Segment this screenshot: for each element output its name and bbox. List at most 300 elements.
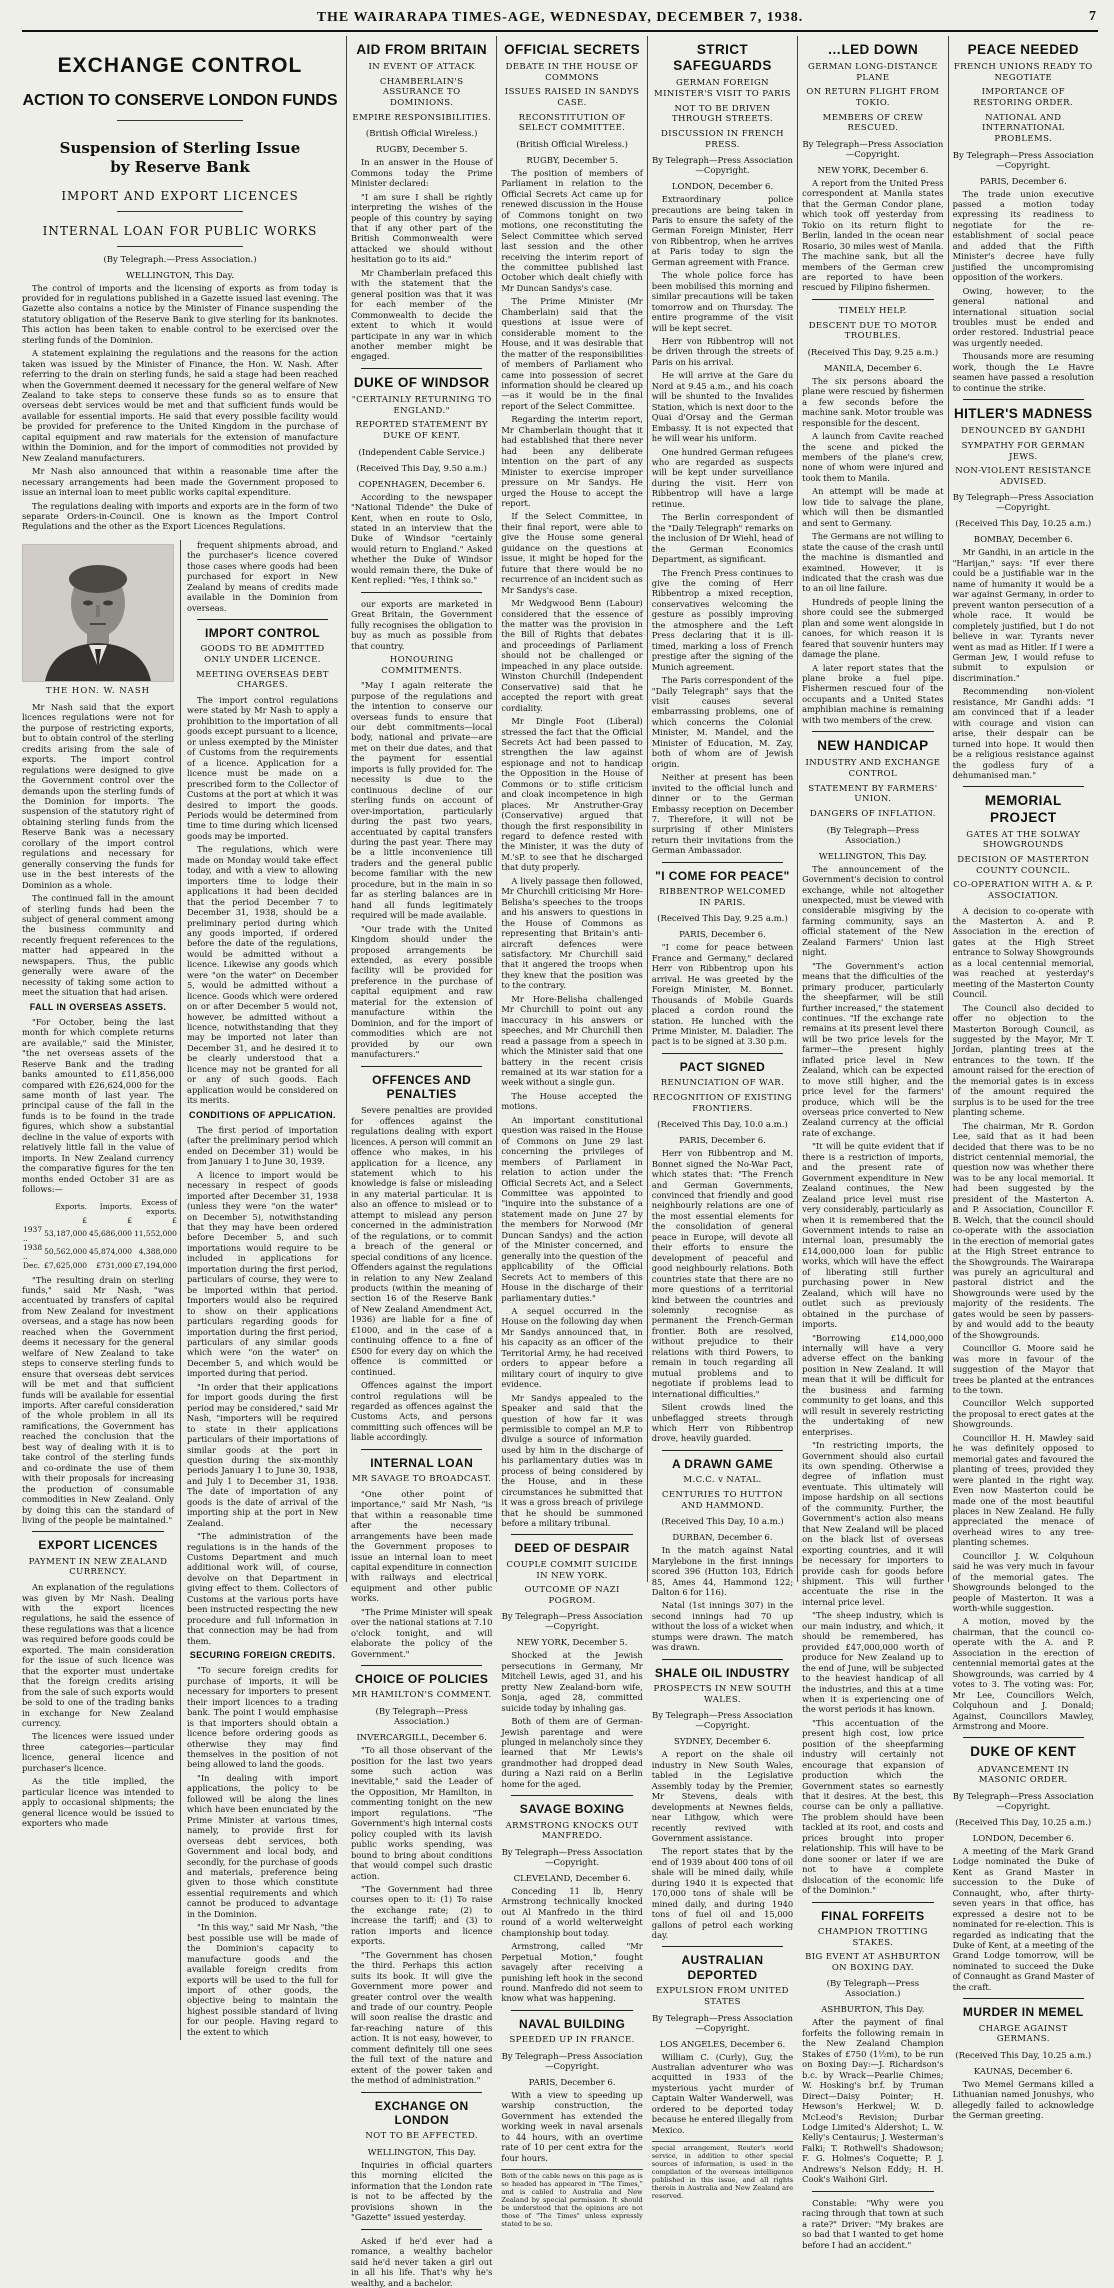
paragraph: The House accepted the motions. [501,1090,643,1112]
paragraph: "To all those observant of the position for the last two years some such action was inevitable," said the Leader of the Opposition, Mr Hamilton, in commenting tonight on the new import regulations. "The Government's high internal costs policy coupled with its lavish public works spending, was bound to bring about conditions that would compel such drastic action. [351,1745,493,1881]
paragraph: Two Memel Germans killed a Lithuanian named Jonushys, who allegedly failed to acknowledge the German greeting. [952,2078,1094,2121]
trade-table-body [22,1225,178,1270]
divider [662,1946,783,1947]
article-subheadline: OUTCOME OF NAZI POGROM. [524,1585,620,1606]
article-byline: (Received This Day, 9.50 a.m.) [356,463,487,474]
paragraph: Herr von Ribbentrop and M. Bonnet signed the No-War Pact, which states that: "The French and German Governments, convinced that friendly and good neighbourly relations are one of the most essential elements for the consolidation of general peace in Europe, will devote all their efforts to ensure the development of peaceful and good neighbourly relations. Both countries state that there are no more questions of a territorial kind between the countries and solemnly recognise as permanent the French-German frontier. Both are resolved, without prejudice to their relations with third Powers, to remain in touch regarding all mutual problems and to negotiate if problems lead to international difficulties." [651,1148,794,1399]
article-headline: DEED OF DESPAIR [514,1541,630,1556]
paragraph: Constable: "Why were you racing through that town at such a rate?" Driver: "My brakes are so bad that I wanted to get home before I had an accident." [802,2197,944,2250]
trade-table-cell: 45,686,000 [89,1229,132,1239]
lead-left-column [22,540,180,2040]
lead-deck-2: INTERNAL LOAN FOR PUBLIC WORKS [42,223,318,238]
portrait-caption: THE HON. W. NASH [45,685,151,696]
paragraph: Hundreds of people lining the shore could see the submerged plan and some went alongside in canoes, for which reason it is feared that souvenir hunters may damage the plane. [802,596,944,660]
article-byline: WELLINGTON, This Day. [367,2147,476,2158]
export-licences-subheadline: PAYMENT IN NEW ZEALAND CURRENCY. [28,1556,168,1578]
divider [812,731,933,732]
article-byline: (Independent Cable Service.) [358,447,485,458]
divider [812,1902,933,1903]
article-byline: By Telegraph—Press Association—Copyright. [952,150,1094,171]
divider [662,1450,783,1451]
paragraph: Mr Sandys appealed to the Speaker and said that the question of how far it was permissible to compel an M.P. to divulge a source of information used by him in the discharge of his parliamentary duties was in process of being considered by the House, and in these circumstances he submitted that it was a gross breach of privilege that he should be summoned before a military tribunal. [501,1392,643,1529]
paragraph: "In dealing with import applications, the policy to be followed will be along the lines which have been enunciated by the Prime Minister at various times, namely, to provide first for overseas debt services, both Government and local body, and secondly, for the purchase of goods and materials, preference being given to those which constitute essential requirements and which cannot be produced to advantage in the Dominion. [187,1772,338,1919]
article-subheadline: RIBBENTROP WELCOMED IN PARIS. [659,887,786,908]
article-subheadline: ISSUES RAISED IN SANDYS CASE. [504,87,640,109]
article-byline: By Telegraph—Press Association—Copyright. [651,2013,793,2034]
paragraph: Neither at present has been invited to the official lunch and dinner or to the German Embassy reception on December 7. Therefore, it will not be surprising if other Ministers return their invitations from the German Ambassador. [651,772,794,856]
article-subheadline: CHARGE AGAINST GERMANS. [978,2023,1068,2045]
article-subheadline: SYMPATHY FOR GERMAN JEWS. [961,440,1085,462]
paragraph: The report states that by the end of 1939 about 400 tons of oil shale will be mined daily, while during 1940 it is expected that 170,000 tons of shale will be mined daily, and during 1940 tons of fuel oil and 15,000 gallons of petrol each working day. [651,1846,794,1941]
article-headline: AID FROM BRITAIN [356,42,488,57]
paragraph: An explanation of the regulations was given by Mr Nash. Dealing with the export licences regulations, he said the essence of these regulations was that a licence was required before goods could be exported. The main consideration for the issue of such licence was that the exporter must undertake that the foreign credits arising from the sale of such exports would be sold to one of the trading banks in exchange for New Zealand currency. [22,1582,174,1728]
article-subheadline: STATEMENT BY FARMERS' UNION. [808,783,938,805]
paragraph: Mr Nash also announced that within a reasonable time after the necessary arrangements had been made the Government proposed to issue an internal loan to meet public works capital expenditure. [22,466,338,498]
news-column-5 [948,36,1098,2121]
trade-table-cell: 1937 .. [23,1224,43,1243]
divider [662,862,783,863]
divider [662,1053,783,1054]
paragraph: Mr Gandhi, in an article in the "Harijan," says: "If ever there could be a justifiable war in the name of humanity it would be a war against Germany, in order to prevent wanton persecution of a whole race. It would be completely justified, but I do not believe in war. Tyrants never went as mad as Hitler. If I were a German Jew, I would refuse to submit to expulsion or discrimination." [952,547,1094,683]
import-control-headline: IMPORT CONTROL [205,626,320,641]
paragraph: A launch from Cavite reached the scene and picked the members of the plane's crew, none of whom were injured and took them to Manila. [802,431,944,483]
copyright-notice: Both of the cable news on this page as is so headed has appeared in "The Times," and is cabled to Australia and New Zealand by special permission. It should be understood that the opinions are not those of "The Times" unless expressly stated to be so. [501,2169,642,2228]
divider [511,2010,632,2011]
trade-table-cell: £731,000 [96,1260,132,1270]
article-subheadline: COUPLE COMMIT SUICIDE IN NEW YORK. [506,1559,638,1581]
paragraph: Recommending non-violent resistance, Mr Gandhi adds: "I am convinced that if a leader with courage and vision can arise, their despair can be turned into hope. It would then be a religious resistance against the godless fury of a dehumanised man." [952,686,1094,780]
divider [117,120,243,121]
paragraph: Mr Hore-Belisha challenged Mr Churchill to point out any inaccuracy in his answers or speeches, and Mr Churchill then read a passage from a speech in which the Minister said that one battery in the recent crisis remained at its war station for a week without a single gun. [501,993,643,1088]
lead-article [22,36,338,2037]
paragraph: Mr Wedgwood Benn (Labour) considered that the essence of the matter was the provision in the Bill of Rights that debates and proceedings of Parliament should not be challenged or impeached in any place outside. Winston Churchill (Independent Conservative) said that he accepted the report with great cordiality. [501,598,643,713]
lead-headline: ACTION TO CONSERVE LONDON FUNDS [22,92,338,109]
article-byline: MANILA, December 6. [823,363,922,374]
news-column-2 [496,36,646,2228]
paragraph: If the Select Committee, in their final report, were able to give the House some general guidance on the questions at issue, it might be hoped for the future that there would be no recurrence of an incident such as Mr Sandys's case. [501,511,643,595]
article-subheadline: M.C.C. v NATAL. [683,1475,762,1486]
paragraph: A later report states that the plane broke a fuel pipe. Fishermen rescued four of the occupants and a United States amphibian machine is remaining with two members of the crew. [802,662,944,725]
paragraph: The trade union executive passed a motion today expressing its readiness to negotiate for the re-establishment of social peace and added that the Fifth Minister's decree have fully justified the uncompromising opposition of the workers. [952,188,1094,283]
article-byline: (British Official Wireless.) [516,139,628,150]
article-subheadline: NOT TO BE DRIVEN THROUGH STREETS. [671,103,774,125]
paragraph: Conceding 11 lb, Henry Armstrong technically knocked out Al Manfredo in the third round of a world welterweight championship bout today. [501,1885,643,1938]
paragraph: A motion, moved by the chairman, that the council co-operate with the A. and P. Association in the erection of centennial memorial gates at the Showgrounds, was carried by 4 votes to 3. The voting was: For, Mr Lee, Councillors Welch, Colquhoun and J. Donald; Against, Councillors Mawley, Armstrong and Moore. [952,1616,1094,1732]
paragraph: Thousands more are resuming work, though the Le Havre seamen have passed a resolution to continue the strike. [952,351,1094,393]
article-byline: (Received This Day, 9.25 a.m.) [657,914,788,925]
article-byline: By Telegraph—Press Association—Copyright. [651,1711,793,1732]
trade-figures-table [22,1198,178,1270]
article-subheadline: CO-OPERATION WITH A. & P. ASSOCIATION. [953,880,1094,901]
trade-header-cell [22,1216,43,1225]
article-subheadline: TIMELY HELP. [838,305,907,316]
trade-table-cell: £7,194,000 [134,1260,177,1270]
article-subheadline: HONOURING COMMITMENTS. [381,654,463,676]
paragraph: "The Government's action means that the difficulties of the primary producer, particularly the sheepfarmer, will be still further increased," the statement continues. "If the exchange rate remains at its present level there will be two price levels for the farmer—the present highly inflated price level in New Zealand, which can be expected to move still higher, and the price level for the farmers' produce, which will be the overseas price converted to New Zealand currency at the official rate of exchange. [802,960,944,1138]
article-byline: By Telegraph—Press Association—Copyright. [651,156,793,177]
article-subheadline: RECONSTITUTION OF SELECT COMMITTEE. [518,112,626,134]
paragraph: The first period of importation (after the preliminary period which ended on December 31) would be from January 1 to June 30, 1939. [187,1124,338,1167]
paragraph: An attempt will be made at low tide to salvage the plane, which will then be dismantled and sent to Germany. [802,486,944,528]
article-byline: PARIS, December 6. [528,2077,616,2088]
securing-credits-text [187,1665,338,2037]
paragraph: Councillor G. Moore said he was more in favour of the suggestion of the Mayor that trees be planted at the entrances to the town. [952,1343,1094,1395]
divider [117,246,243,247]
trade-table-cell: 50,562,000 [44,1247,88,1257]
trade-table-cell: Dec. [23,1260,41,1270]
paragraph: The Berlin correspondent of the "Daily Telegraph" remarks on the inclusion of Dr Wiehl, head of the German Economics Department, as significant. [651,512,794,565]
paragraph: Herr von Ribbentrop will not be driven through the streets of Paris on his arrival. [651,336,794,367]
trade-table-row [22,1225,178,1243]
article-subheadline: SPEEDED UP IN FRANCE. [509,2035,635,2046]
article-byline: By Telegraph—Press Association—Copyright. [501,2051,643,2072]
article-headline: AUSTRALIAN DEPORTED [681,1953,764,1982]
lead-subheadline [22,139,338,177]
portrait-image [23,545,173,681]
divider [963,786,1084,787]
drain-on-funds-text [22,1275,174,1526]
article-subheadline: DANGERS OF INFLATION. [809,808,936,819]
article-byline: SYDNEY, December 6. [674,1737,771,1748]
paragraph: "Our trade with the United Kingdom should under the proposed arrangements be extended, as every possible facility will be provided for preference in the purchase of capital equipment and raw material for the extension of manufacture within the Dominion, and for the import of commodities which are not provided by our own manufacturers." [351,923,493,1060]
article-byline: (Received This Day, 10.25 a.m.) [955,1817,1092,1828]
paragraph: The licences were issued under three categories—particular licence, general licence and purchaser's licence. [22,1731,174,1773]
paragraph: "One other point of importance," said Mr Nash, "is that within a reasonable time after the necessary arrangements have been made the Government proposes to issue an internal loan to meet capital expenditure in connection with railways and electrical equipment and other public works. [351,1488,493,1604]
article-subheadline: FRENCH UNIONS READY TO NEGOTIATE [953,62,1093,83]
article-headline: CHOICE OF POLICIES [355,1672,489,1687]
article-subheadline: ON RETURN FLIGHT FROM TOKIO. [806,87,940,109]
article-headline: DUKE OF KENT [970,1744,1077,1760]
article-subheadline: CHAMPION TROTTING STAKES. [817,1926,928,1948]
export-licences-headline: EXPORT LICENCES [38,1538,158,1553]
article-headline: "I COME FOR PEACE" [655,868,790,883]
article-byline: PARIS, December 6. [679,930,766,941]
article-byline: By Telegraph—Press Association—Copyright. [501,1847,643,1868]
article-byline: KAUNAS, December 6. [973,2066,1073,2077]
paragraph: A sequel occurred in the House on the following day when Mr Sandys announced that, in his capacity as an officer of the Territorial Army, he had received orders to appear before a military court of inquiry to give evidence. [501,1305,643,1390]
article-subheadline: CENTURIES TO HUTTON AND HAMMOND. [662,1489,783,1511]
import-control-text [187,695,338,1106]
paragraph: The regulations, which were made on Monday would take effect today, and with a view to allowing importers time to lodge their applications it had been decided that the period December 7 to December 31, 1938, should be a preliminary period during which any goods imported, if ordered before the date of the regulations, would be admitted without a licence. Likewise any goods which were "on the water" on December 5, would be admitted without a licence. Goods which were ordered on or after December 5 would not, however, be admitted without a licence, notwithstanding that they may be imported not later than December 31, and he desired it to be clearly understood that a licence may not be granted for all or any of such goods. Each application would be considered on its merits. [187,844,338,1106]
paragraph: William C. (Curly), Guy, the Australian adventurer who was acquitted in 1933 of the mysterious yacht murder of Captain Walter Wanderwell, was ordered to be deported today because he entered illegally from Mexico. [651,2051,794,2135]
article-headline: FINAL FORFEITS [821,1908,925,1923]
conditions-heading: CONDITIONS OF APPLICATION. [189,1109,336,1120]
article-headline: SAVAGE BOXING [519,1802,625,1817]
paragraph: The chairman, Mr R. Gordon Lee, said that as it had been decided that there was to be no district centennial memorial, the question now was whether there was to be any local memorial. It had been suggested by the president of the Masterton A. and P. Association, Councillor F. B. Welch, that the council should co-operate with the association in the erection of memorial gates at the High Street entrance to the Showgrounds. The Wairarapa was purely an agricultural and pastoral district and the Showgrounds were used by the majority of the residents. The gates would be seen by passers-by and would add to the beauty of the Showgrounds. [952,1120,1094,1340]
divider [812,2191,933,2192]
paragraph: According to the newspaper "National Tidende" the Duke of Kent, when en route to Oslo, stated in an interview that the Duke of Windsor "certainly would return to England." Asked whether the Duke of Windsor would remain there, the Duke of Kent replied: "Yes, I think so." [351,491,493,586]
lead-dateline: WELLINGTON, This Day. [126,270,234,281]
article-headline: A DRAWN GAME [671,1456,773,1471]
paragraph: Silent crowds lined the unbeflagged streets through which Herr von Ribbentrop drove, heavily guarded. [651,1402,794,1444]
article-subheadline: IN EVENT OF ATTACK [368,62,475,73]
article-headline: NEW HANDICAP [817,738,929,754]
paragraph: "In this way," said Mr Nash, "the best possible use will be made of the Dominion's capacity to manufacture goods and the available foreign credits from exports will be used to the full for import of other goods, the objective being to maintain the highest possible standard of living for our people. Having regard to the extent to which [187,1922,338,2037]
paragraph: The import control regulations were stated by Mr Nash to apply a prohibition to the importation of all goods except pursuant to a licence, or unless exempted by the Minister of Customs from the requirements of a licence. Application for a licence must be made on a prescribed form to the Collector of Customs at the port at which it was desired to import the goods. Periods would be determined from time to time during which licensed goods may be imported. [187,694,338,841]
article-subheadline: EMPIRE RESPONSIBILITIES. [352,112,492,123]
article-byline: (Received This Day, 10.0 a.m.) [657,1120,788,1131]
article-byline: (By Telegraph—Press Association.) [375,1707,468,1728]
article-byline: BOMBAY, December 6. [973,535,1073,546]
paragraph: Extraordinary police precautions are being taken in Paris to ensure the safety of the German Foreign Minister, Herr von Ribbentrop, when he arrives at Paris today to sign the German agreement with France. [651,194,794,267]
paragraph: Regarding the interim report, Mr Chamberlain thought that it had established that there never had been any deliberate intention on the part of any Minister to exercise improper pressure on Mr Sandys. He urged the House to accept the report. [501,414,643,508]
trade-table-cell: £7,625,000 [44,1260,88,1270]
paragraph: "I am sure I shall be rightly interpreting the wishes of the people of this country by saying that if any other part of the British Commonwealth were attacked we should without hesitation go to its aid." [351,191,493,265]
article-byline: CLEVELAND, December 6. [513,1873,631,1884]
article-subheadline: "CERTAINLY RETURNING TO ENGLAND." [351,395,492,416]
article-byline: ASHBURTON, This Day. [821,2005,925,2016]
trade-units-row [22,1216,178,1225]
trade-table-cell: 1938 .. [23,1242,43,1261]
article-subheadline: BIG EVENT AT ASHBURTON ON BOXING DAY. [805,1952,941,1973]
divider [361,1665,482,1666]
lead-deck-1: IMPORT AND EXPORT LICENCES [61,188,299,203]
divider [32,1531,164,1532]
article-headline: OFFENCES AND PENALTIES [372,1072,472,1101]
paragraph: "In restricting imports, the Government should also curtail its own spending. Otherwise a degree of inflation must eventuate. This ultimately will impose hardship on all sections of the community. Further, the Government's action also means that New Zealand will be placed on the black list of overseas exporting countries, and it will be necessary for importers to provide cash for goods before shipment. This will further accentuate the rise in the internal price level. [802,1440,944,1607]
trade-header-cell: £ [172,1215,177,1225]
article-subheadline: CHAMBERLAIN'S ASSURANCE TO DOMINIONS. [379,76,464,109]
divider [963,1998,1084,1999]
divider [812,299,933,300]
article-byline: (By Telegraph—Press Association.) [826,1979,920,2000]
article-subheadline: GATES AT THE SOLWAY SHOWGROUNDS [966,829,1081,851]
paragraph: Inquiries in official quarters this morning elicited the information that the London rate is not to be affected by the provisions shown in the "Gazette" issued yesterday. [351,2159,493,2223]
lead-left-text [22,702,174,998]
article-subheadline: NATIONAL AND INTERNATIONAL PROBLEMS. [981,112,1065,144]
paragraph: The control of imports and the licensing of exports as from today is provided for in regulations published in a Gazette issued last evening. The Gazette also contains a notice by the Minister of Finance suspending the statutory obligation of the Reserve Bank to give sterling for its banknotes. This action has been taken to enable control to be exercised over the sterling funds of the Dominion. [22,282,338,345]
article-subheadline: EXPULSION FROM UNITED STATES [656,1986,789,2007]
paragraph: After the payment of final forfeits the following remain in the New Zealand Champion Stakes of £750 (1½m), to be run on Boxing Day:—J. Richardson's b.c. by Wrack—Pearlie Chimes; W. Hosking's br.f. by Truman Direct—Daisy Pointer; H. Hewson's Herkwel; W. D. McLeod's Revision; Durbar Lodge Limited's Aldershot; L. W. Kelly's Centaurus; J. Westerman's Falki; T. Rothwell's Shadowson; F. G. Holmes's Coquette; P. J. Andrews's Nelson Eddy; H. H. Cook's Waihoni Girl. [802,2017,944,2185]
article-subheadline: IMPORTANCE OF RESTORING ORDER. [973,87,1074,109]
trade-table-header [22,1198,178,1225]
article-byline: RUGBY, December 5. [375,145,468,156]
divider [963,399,1084,400]
paragraph: The French Press continues to give the coming of Herr Ribbentrop a mixed reception, conservatives welcoming the gesture as possibly improving the atmosphere and the Left Press declaring that it is ill-timed, marking a loss of French prestige after the signing of the Munich agreement. [651,567,794,672]
article-byline: LONDON, December 6. [972,1833,1074,1844]
lead-subheadline-line-1: Suspension of Sterling Issue [59,139,301,157]
divider [963,1737,1084,1738]
paragraph: A decision to co-operate with the Masterton A. and P. Association in the erection of gates at the High Street entrance to Solway Showgrounds as a local centennial memorial, was reached at yesterday's meeting of the Masterton County Council. [952,905,1094,1000]
paragraph: Mr Dingle Foot (Liberal) stressed the fact that the Official Secrets Act had been passed to strengthen the law against espionage and not to handicap the Opposition in the House of Commons or to stifle criticism and cloak incompetence in high places. Mr Anstruther-Gray (Conservative) argued that though the first responsibility in regard to defence rested with the Minister, it was the duty of M.'sP. to see that he discharged that duty properly. [501,716,643,873]
paragraph: "Borrowing £14,000,000 internally will have a very adverse effect on the banking position in New Zealand. It will mean that it will be difficult for the business and farming community to get loans, and this will result in severely restricting the undertaking of new enterprises. [802,1332,944,1437]
trade-table-row [22,1243,178,1261]
article-headline: STRICT SAFEGUARDS [673,42,772,74]
article-byline: NEW YORK, December 6. [817,165,929,176]
trade-table-cell: 53,187,000 [44,1229,88,1239]
paragraph: "It will be quite evident that if there is a restriction of imports, and the present rate of Government expenditure in New Zealand continues, the New Zealand price level must rise very considerably, particularly as when it is remembered that the Government intends to raise an internal loan, presumably the £14,000,000 loan for public works, which will have the effect of liberating still further purchasing power in New Zealand, which will have no outlet such as previously obtained in the purchase of imports. [802,1141,944,1330]
paragraph: The position of members of Parliament in relation to the Official Secrets Act came up for renewed discussion in the House of Commons tonight on two motions, one reconstituting the Select Committee which served last session and the other receiving the interim report of the committee published last October which dealt chiefly with Mr Duncan Sandys's case. [501,167,643,293]
paragraph: The six persons aboard the plane were rescued by fishermen a few seconds before the machine sank. Motor trouble was responsible for the descent. [802,375,944,428]
article-subheadline: ARMSTRONG KNOCKS OUT MANFREDO. [505,1820,639,1842]
fall-in-assets-text [22,1017,174,1195]
article-byline: By Telegraph—Press Association—Copyright. [501,1612,643,1633]
divider [361,1066,482,1067]
article-headline: MEMORIAL PROJECT [984,793,1062,825]
article-byline: By Telegraph—Press Association—Copyright. [802,139,944,160]
article-headline: INTERNAL LOAN [370,1455,474,1470]
export-licences-text [22,1582,174,1828]
trade-header-cell: £ [127,1215,132,1225]
paragraph: Severe penalties are provided for offences against the regulations dealing with export licences. A person will commit an offence who makes, in his application for a licence, any statement which to his knowledge is false or misleading in any material particular. It is also an offence to mislead or to attempt to mislead any person concerned in the administration of the regulations, or to commit a breach of the general or special conditions of any licence. Offenders against the regulations in relation to any New Zealand products (within the meaning of section 16 of the Reserve Bank of New Zealand Amendment Act, 1936) are liable for a fine of £1000, and in the case of a continuing offence to a fine of £500 for every day on which the offence is committed or continued. [351,1105,493,1377]
divider [117,211,243,212]
trade-header-cell: £ [82,1215,88,1225]
article-headline: SHALE OIL INDUSTRY [654,1665,791,1680]
trade-table-row [22,1261,178,1270]
paragraph: frequent shipments abroad, and the purchaser's licence covered those cases where goods had been purchased for export in New Zealand by means of credits made available in the Dominion from overseas. [187,539,338,613]
masthead-title: THE WAIRARAPA TIMES-AGE, WEDNESDAY, DECEMBER 7, 1938. [316,10,804,25]
article-subheadline: NOT TO BE AFFECTED. [365,2131,478,2142]
article-byline: LOS ANGELES, December 6. [659,2039,786,2050]
paragraph: Offences against the import control regulations will be regarded as offences against the Customs Acts, and persons committing such offences will be liable accordingly. [351,1380,493,1443]
paragraph: The Prime Minister (Mr Chamberlain) said that the questions at issue were of considerable moment to the House, and it was desirable that the matter of the responsibilities of members of Parliament who came into possession of secret information should be cleared up—as it would be in the final report of the Select Committee. [501,296,643,411]
article-byline: PARIS, December 6. [679,1136,766,1147]
paragraph: In an answer in the House of Commons today the Prime Minister declared: [351,157,493,189]
paragraph: "The Government had three courses open to it: (1) To raise the exchange rate; (2) to increase the tariff; and (3) to ration imports and licence exports. [351,1883,493,1947]
paragraph: A report from the United Press correspondent at Manila states that the German Condor plane, which took off yesterday from Tokio on its return flight to Berlin, landed in the ocean near Rosario, 30 miles west of Manila. The machine sank, but all the members of the German crew are reported to have been rescued by Filipino fishermen. [802,177,944,293]
article-subheadline: DESCENT DUE TO MOTOR TROUBLES. [808,320,938,342]
divider [197,619,328,620]
divider [361,592,482,593]
lead-banner-headline: EXCHANGE CONTROL [57,54,303,77]
article-byline: LONDON, December 6. [671,182,774,193]
paragraph: "In order that their applications for import goods during the first period may be considered," said Mr Nash, "importers will be required to state in their applications particulars of their importations of similar goods at the port in question during the six-monthly periods January 1 to June 30, 1938, and July 1 to December 31, 1938. The date of importation of any goods is the date of arrival of the importing ship at the port in New Zealand. [187,1381,338,1528]
trade-header-cell [22,1198,43,1216]
trade-header-cell: Exports. [55,1202,88,1212]
conditions-text [187,1125,338,1646]
paragraph: Councillor Welch supported the proposal to erect gates at the Showgrounds. [952,1398,1094,1430]
article-byline: DURBAN, December 6. [672,1533,773,1544]
paragraph: The continued fall in the amount of sterling funds had been the subject of general comment among the business community and recently frequent references to the matter had appeared in the newspapers. Thus, the public generally were aware of the necessity of taking some action to meet the situation that had arisen. [22,893,174,998]
paragraph: As the title implied, the particular licence was intended to apply to occasional shipments; the general licence would be issued to exporters who made [22,1776,174,1829]
paragraph: Armstrong, called "Mr Perpetual Motion," fought savagely after receiving a punishing left hook in the second round. Manfredo did not seem to know what was happening. [501,1941,643,2004]
divider [361,368,482,369]
article-byline: COPENHAGEN, December 6. [358,479,486,490]
news-columns [346,36,1098,2288]
lead-byline: (By Telegraph.—Press Association.) [103,254,257,265]
article-subheadline: MR HAMILTON'S COMMENT. [351,1690,492,1701]
divider [361,1449,482,1450]
news-column-1 [346,36,496,2288]
lead-subheadline-line-2: by Reserve Bank [110,157,250,176]
paragraph: A lively passage then followed, Mr Churchill criticising Mr Hore-Belisha's speeches to the troops and his answers to questions in the House of Commons as representing that Britain's anti-aircraft defences were satisfactory. Mr Churchill said that it angered the troops when they knew that the position was to the contrary. [501,875,643,991]
copyright-notice: special arrangement, Reuter's world service, in addition to other special sources of information, is used in the compilation of the overseas intelligence published in this issue, and all rights therein in Australia and New Zealand are reserved. [652,2141,793,2200]
article-byline: RUGBY, December 5. [526,155,618,166]
trade-table-cell: 11,552,000 [134,1229,177,1239]
paragraph: The Germans are not willing to state the cause of the crash until the machine is dismantled and examined. However, it is indicated that the crash was due to an oil line failure. [802,531,944,594]
import-control-subheadline-2: MEETING OVERSEAS DEBT CHARGES. [196,669,329,691]
paragraph: In the match against Natal Marylebone in the first innings scored 396 (Hutton 103, Edrich 85, Ames 44, Hammond 122; Dalton 6 for 116). [651,1545,794,1597]
article-byline: (British Official Wireless.) [365,129,478,140]
article-subheadline: PROSPECTS IN NEW SOUTH WALES. [653,1684,792,1705]
paragraph: "May I again reiterate the purpose of the regulations and the intention to conserve our overseas funds to ensure that our debt commitments—local body, national and private—are met on their due dates, and that the payment for essential imports is fully provided for. The necessity is due to the continuous decline of our sterling funds on account of over-importation, particularly during the past two years, accentuated by capital transfers during the past year. There may be a little inconvenience till traders and the general public become familiar with the new procedure, but in the main in so far as sterling balances are in hand all funds legitimately required will be made available. [351,680,493,921]
article-headline: HITLER'S MADNESS [953,406,1093,422]
paragraph: A statement explaining the regulations and the reasons for the action taken was issued by the Minister of Finance, the Hon. W. Nash. After referring to the drain on sterling funds, he said a stage had been reached when the Government deemed it necessary for the general welfare of New Zealand to take steps to conserve these funds so as to ensure that overseas debt services would be met and that sufficient funds would be available for essential imports. He said that every possible facility would be provided for preference to the United Kingdom in the purchase of capital equipment and raw materials for the extension of manufacture within the Dominion, and for the import of commodities not provided by New Zealand manufacturers. [22,348,338,463]
article-subheadline: MEMBERS OF CREW RESCUED. [822,112,924,134]
article-subheadline: GERMAN FOREIGN MINISTER'S VISIT TO PARIS [654,78,791,99]
paragraph: Councillor H. H. Mawley said he was definitely opposed to memorial gates and favoured the planting of trees, provided they were planted in the right way. Even now Masterton could be made one of the most beautiful places in New Zealand. He fully appreciated the menace of overhead wires to any tree-planting schemes. [952,1432,1094,1548]
article-byline: (Received This Day, 10.25 a.m.) [955,2050,1092,2061]
paragraph: The whole police force has been mobilised this morning and similar precautions will be taken tomorrow and on Thursday. The entire programme of the visit will be kept secret. [651,270,794,333]
article-byline: INVERCARGILL, December 6. [356,1733,487,1744]
divider [511,1534,632,1535]
paragraph: our exports are marketed in Great Britain, the Government fully recognises the obligation to buy as much as possible from that country. [351,598,493,651]
article-subheadline: RENUNCIATION OF WAR. [660,1078,785,1089]
article-byline: (Received This Day, 10.25 a.m.) [955,519,1092,530]
lead-right-column [180,540,338,2040]
article-subheadline: NON-VIOLENT RESISTANCE ADVISED. [955,466,1092,487]
article-headline: OFFICIAL SECRETS [504,42,641,57]
paragraph: Asked if he'd ever had a romance, a wealthy bachelor said he'd never taken a girl out in all his life. That's why he's wealthy, and a bachelor. [351,2235,493,2288]
fall-in-assets-heading: FALL IN OVERSEAS ASSETS. [29,1001,167,1012]
trade-table-cell: 45,874,000 [89,1247,132,1257]
article-headline: NAVAL BUILDING [518,2016,626,2031]
paragraph: Natal (1st innings 307) in the second innings had 70 up without the loss of a wicket when stumps were drawn. The match was drawn. [651,1600,794,1653]
article-byline: NEW YORK, December 5. [516,1638,628,1649]
paragraph: Both of them are of German-Jewish parentage and were plunged in melancholy since they learned that Mr Lewis's grandmother had dropped dead during a Nazi raid on a Berlin home for the aged. [501,1716,643,1789]
divider [361,2092,482,2093]
article-subheadline: DISCUSSION IN FRENCH PRESS. [660,128,784,150]
paragraph: "I come for peace between France and Germany," declared Herr von Ribbentrop upon his arrival. He was greeted by the Foreign Minister, M. Bonnet. Thousands of Mobile Guards placed a cordon round the station. He lunched with the Prime Minister, M. Daladier. The pact is to be signed at 3.30 p.m. [651,942,794,1047]
masthead [22,6,1098,32]
article-byline: By Telegraph—Press Association—Copyright. [952,1791,1094,1812]
article-subheadline: ADVANCEMENT IN MASONIC ORDER. [977,1764,1070,1786]
article-byline: PARIS, December 6. [979,176,1067,187]
paragraph: "The administration of the regulations is in the hands of the Customs Department and much additional work will, of course, devolve on that Department in giving effect to them. Collectors of Customs at the various ports have been instructed respecting the new procedure and full information in that connection may be had from them. [187,1531,338,1646]
article-headline: …LED DOWN [827,42,919,57]
divider [361,2229,482,2230]
paragraph: "This accentuation of the present high cost, low price position of the sheepfarming industry will certainly not encourage that expansion of production which the Government states so earnestly that it desires. At the best, this course can be only a palliative. The problem should have been tackled at its root, and costs and prices brought into proper relationship. This will have to be done sooner or later if we are not to have a complete dislocation of the economic life of the Dominion." [802,1717,944,1896]
article-byline: By Telegraph—Press Association—Copyright. [952,493,1094,514]
portrait-photo [22,544,174,682]
paragraph: Councillor J. W. Colquhoun said he was very much in favour of the memorial gates. The Showgrounds belonged to the people of Masterton. It was a worth-while suggestion. [952,1550,1094,1614]
article-byline: (Received This Day, 9.25 a.m.) [807,347,939,358]
paragraph: One hundred German refugees who are regarded as suspects will be kept under surveillance during the visit. Herr von Ribbentrop will have a large retinue. [651,446,794,509]
article-headline: PACT SIGNED [679,1059,766,1074]
paragraph: The Paris correspondent of the "Daily Telegraph" says that the visit causes several embarrassing problems, one of which concerns the Colonial Minister, M. Mandel, and the Minister of Education, M. Zay, both of whom are of Jewish origin. [651,675,794,769]
paragraph: Owing, however, to the general national and international situation social troubles must be ended and order restored. Industrial peace was urgently needed. [952,285,1094,348]
article-headline: MURDER IN MEMEL [962,2005,1084,2020]
paragraph: "To secure foreign credits for purchase of imports, it will be necessary for importers to present their import licences to a trading bank. The point I would emphasise is that importers should obtain a licence before ordering goods as otherwise they may find themselves in the position of not being allowed to land the goods. [187,1665,338,1770]
paragraph: "For October, being the last month for which complete returns are available," said the Minister, "the net overseas assets of the Reserve Bank and the trading banks amounted to £11,856,000 compared with £26,624,000 for the same month of last year. The principal cause of the fall in the funds is to be found in the trade figures, which show a substantial decline in the value of exports with relatively little fall in the value of imports. In New Zealand currency the comparative figures for the ten months ended October 31 are as follows:— [22,1016,174,1195]
article-subheadline: GERMAN LONG-DISTANCE PLANE [808,62,938,83]
lead-intro-text [22,283,338,532]
paragraph: "The sheep industry, which is our main industry, and which, it should be remembered, has provided £47,000,000 worth of produce for New Zealand up to the end of June, will be subjected to the heaviest handicap of all the industries, and this at a time when it is experiencing one of the worst periods it has known. [802,1610,944,1715]
trade-table-cell: 4,388,000 [138,1247,177,1257]
paragraph: "The Government has chosen the third. Perhaps this action suits its book. It will give the Government more power and greater control over the wealth and trade of our country. People will soon realise the drastic and far-reaching nature of this action. It is not easy, however, to comment definitely till one sees the full text of the nature and extent of the power taken and the method of administration." [351,1949,493,2086]
paragraph: "The Prime Minister will speak over the national stations at 7.10 o'clock tonight, and will elaborate the policy of the Government." [351,1606,493,1659]
paragraph: The regulations dealing with imports and exports are in the form of two separate Orders-in-Council. One is known as the Import Control Regulations and the other as the Export Licences Regulations. [22,500,338,532]
article-subheadline: MR SAVAGE TO BROADCAST. [351,1474,492,1485]
securing-credits-heading: SECURING FOREIGN CREDITS. [189,1650,336,1661]
lead-right-text [187,540,338,613]
article-subheadline: RECOGNITION OF EXISTING FRONTIERS. [652,1092,793,1114]
paragraph: Mr Chamberlain prefaced this with the statement that the general position was that it was for each member of the Commonwealth to decide the extent to which it would participate in any war in which another member might be engaged. [351,267,493,362]
paragraph: The Council also decided to offer no objection to the Masterton Borough Council, as suggested by the Mayor, Mr T. Jordan, planting trees at the entrances to the town. If the amount raised for the erection of the memorial gates is in excess of the amount required the surplus is to be used for the tree planting scheme. [952,1002,1094,1118]
trade-header-cell: Imports. [99,1202,132,1212]
paragraph: An important constitutional question was raised in the House of Commons on June 29 last concerning the privileges of members of Parliament in relation to action under the Official Secrets Act, and a Select Committee was appointed to "inquire into the substance of a statement made on June 27 by the members for Norwood (Mr Duncan Sandys) and the action of the Minister concerned, and generally into the question of the applicability of the Official Secrets Act to members of this House in the discharge of their parliamentary duties." [501,1114,643,1303]
paragraph: With a view to speeding up warship construction, the Government has extended the working week in naval arsenals to 44 hours, with an overtime rate of 10 per cent extra for the four hours. [501,2089,643,2163]
article-byline: (Received This Day, 10 a.m.) [661,1517,784,1528]
article-subheadline: INDUSTRY AND EXCHANGE CONTROL [805,758,941,780]
paragraph: "The resulting drain on sterling funds," said Mr Nash, "was accentuated by transfers of capital from New Zealand for investment overseas, and a stage has now been reached when the Government deems it necessary for the general welfare of New Zealand to take steps to conserve sterling funds to ensure that overseas debt services will be met and that sufficient funds will be available for essential imports. After careful consideration of the whole problem in all its ramifications, the Government has reached the conclusion that the best way of dealing with it is to take control of the sterling funds and co-ordinate the use of them with their proposals for increasing the production of consumable commodities in New Zealand. Only by doing this can the standard of living of the people be maintained." [22,1274,174,1525]
news-column-3 [647,36,797,2200]
article-subheadline: REPORTED STATEMENT BY DUKE OF KENT. [355,420,488,441]
article-headline: EXCHANGE ON LONDON [374,2098,469,2127]
article-headline: DUKE OF WINDSOR [353,374,490,390]
paragraph: A meeting of the Mark Grand Lodge nominated the Duke of Kent as Grand Master in succession to the Duke of Connaught, who, after thirty-seven years in that office, has expressed a desire not to be nominated for re-election. This is regarded as indicating that the Duke of Kent, at a meeting of the Grand Lodge tomorrow, will be nominated to succeed the Duke of Connaught as Grand Master of the craft. [952,1845,1094,1992]
paragraph: Shocked at the Jewish persecutions in Germany, Mr Mitchell Lewis, aged 31, and his pretty New Zealand-born wife, Sonja, aged 28, committed suicide today by inhaling gas. [501,1650,643,1713]
